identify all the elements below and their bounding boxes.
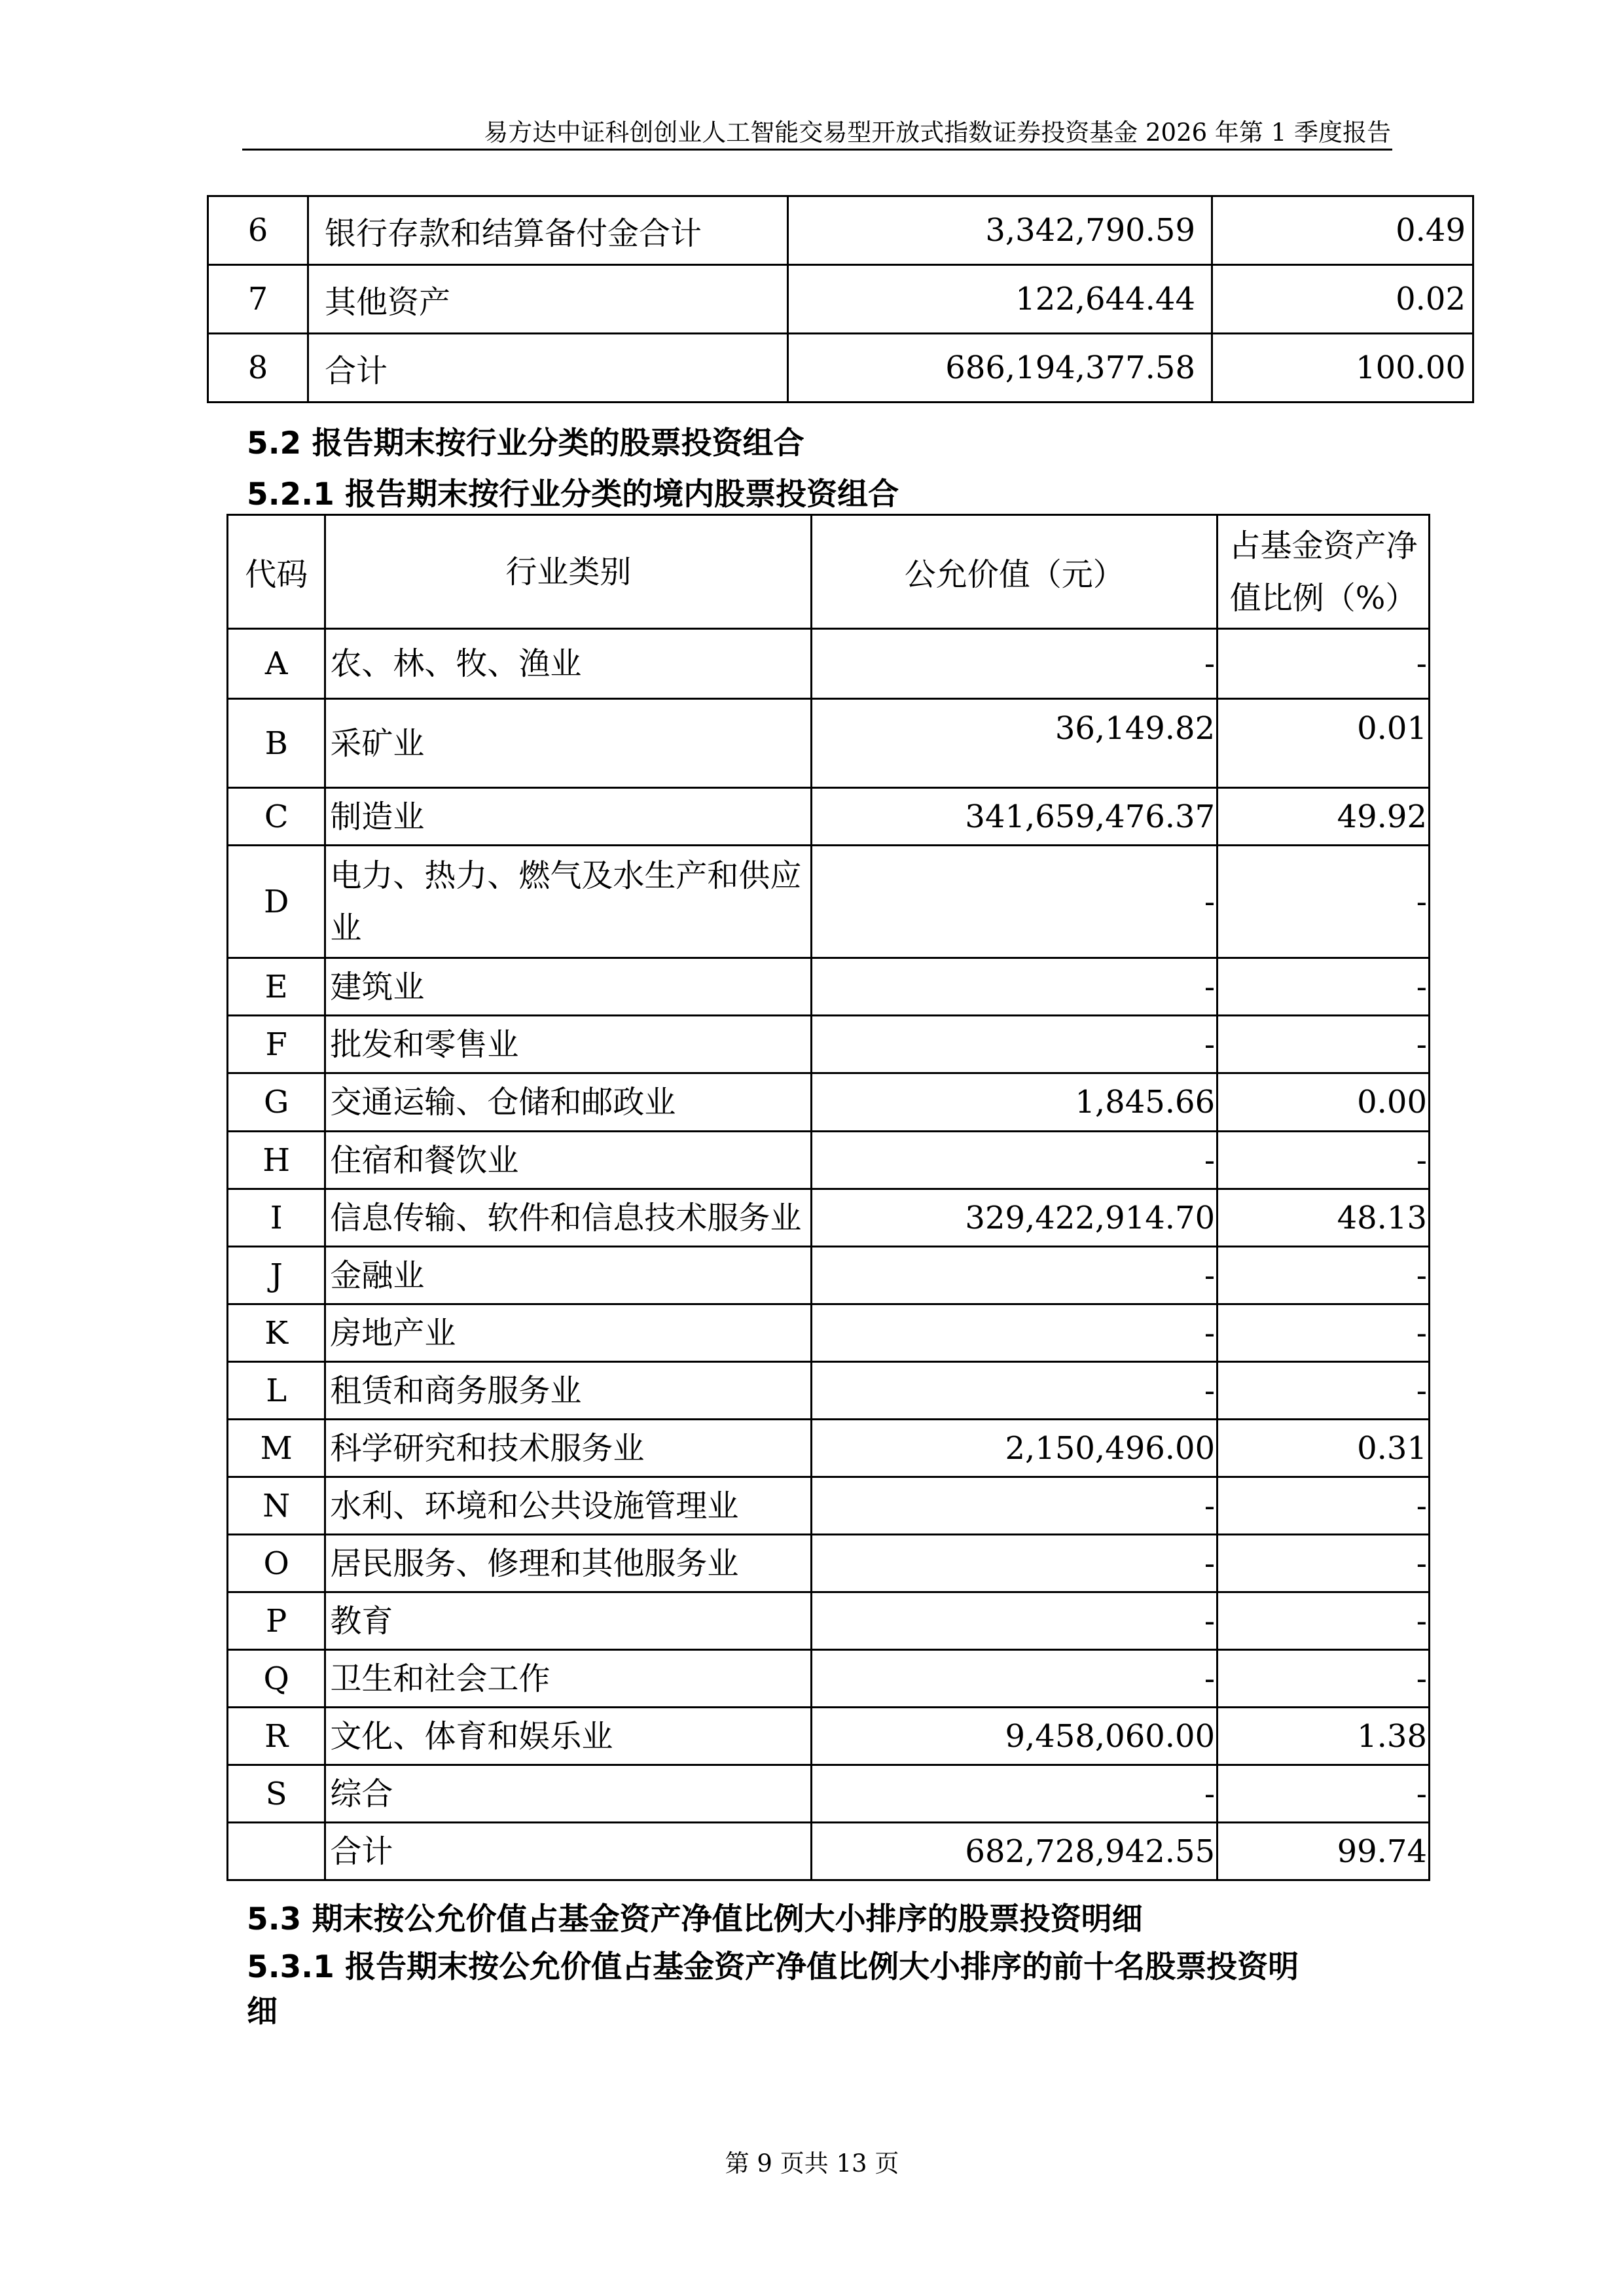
industry-code: F	[228, 1016, 325, 1073]
industry-fair-value: -	[812, 958, 1218, 1016]
industry-fair-value: -	[812, 1016, 1218, 1073]
asset-value: 122,644.44	[788, 265, 1212, 334]
industry-code: P	[228, 1592, 325, 1650]
industry-code: K	[228, 1304, 325, 1362]
industry-nav-pct: 49.92	[1218, 788, 1430, 846]
industry-nav-pct: 0.00	[1218, 1073, 1430, 1132]
industry-nav-pct: 0.01	[1218, 699, 1430, 788]
industry-fair-value: -	[812, 846, 1218, 958]
industry-nav-pct: -	[1218, 1132, 1430, 1189]
table-row	[208, 196, 1473, 265]
industry-fair-value: 329,422,914.70	[812, 1189, 1218, 1247]
industry-name: 建筑业	[325, 958, 812, 1016]
header-nav-pct-line2: 值比例（%）	[1229, 579, 1417, 617]
table-row	[228, 1132, 1430, 1189]
table-row	[228, 1362, 1430, 1420]
industry-nav-pct: -	[1218, 1304, 1430, 1362]
industry-name: 交通运输、仓储和邮政业	[325, 1073, 812, 1132]
header-fair-value: 公允价值（元）	[812, 515, 1218, 629]
table-row	[228, 1304, 1430, 1362]
industry-nav-pct: -	[1218, 958, 1430, 1016]
industry-name: 租赁和商务服务业	[325, 1362, 812, 1420]
industry-nav-pct: -	[1218, 629, 1430, 699]
industry-name: 综合	[325, 1765, 812, 1823]
industry-name: 金融业	[325, 1247, 812, 1304]
row-number: 7	[208, 265, 308, 334]
row-number: 8	[208, 334, 308, 403]
industry-nav-pct: -	[1218, 1016, 1430, 1073]
page-footer: 第 9 页共 13 页	[725, 2149, 899, 2178]
industry-code: H	[228, 1132, 325, 1189]
industry-nav-pct: -	[1218, 1535, 1430, 1592]
industry-name: 农、林、牧、渔业	[325, 629, 812, 699]
row-number: 6	[208, 196, 308, 265]
industry-code: I	[228, 1189, 325, 1247]
table-row	[228, 1420, 1430, 1477]
industry-name: 科学研究和技术服务业	[325, 1420, 812, 1477]
table-row	[228, 1823, 1430, 1880]
industry-fair-value: -	[812, 1247, 1218, 1304]
section-heading-5-2: 5.2 报告期末按行业分类的股票投资组合	[247, 425, 804, 461]
table-row	[208, 334, 1473, 403]
industry-nav-pct: -	[1218, 1650, 1430, 1708]
header-nav-pct	[1218, 515, 1430, 629]
asset-pct: 0.49	[1212, 196, 1473, 265]
industry-name: 房地产业	[325, 1304, 812, 1362]
section-heading-5-3: 5.3 期末按公允价值占基金资产净值比例大小排序的股票投资明细	[247, 1901, 1143, 1937]
industry-code: N	[228, 1477, 325, 1535]
asset-pct: 0.02	[1212, 265, 1473, 334]
table-row	[228, 958, 1430, 1016]
table-row	[228, 1650, 1430, 1708]
industry-nav-pct: -	[1218, 1247, 1430, 1304]
asset-name: 银行存款和结算备付金合计	[308, 196, 788, 265]
table-row	[228, 846, 1430, 958]
table-header-row	[228, 515, 1430, 629]
industry-name: 采矿业	[325, 699, 812, 788]
table-row	[228, 629, 1430, 699]
industry-nav-pct: -	[1218, 1592, 1430, 1650]
industry-code: L	[228, 1362, 325, 1420]
industry-fair-value: 341,659,476.37	[812, 788, 1218, 846]
industry-nav-pct: -	[1218, 1765, 1430, 1823]
industry-fair-value: 9,458,060.00	[812, 1708, 1218, 1765]
table-row	[228, 1073, 1430, 1132]
table-row	[228, 1477, 1430, 1535]
section-heading-5-3-1-line2: 细	[247, 1994, 278, 2030]
industry-code: E	[228, 958, 325, 1016]
industry-nav-pct: 1.38	[1218, 1708, 1430, 1765]
table-row	[228, 699, 1430, 788]
report-header-title: 易方达中证科创创业人工智能交易型开放式指数证券投资基金 2026 年第 1 季度报告	[484, 118, 1391, 147]
table-row	[228, 1016, 1430, 1073]
asset-value: 3,342,790.59	[788, 196, 1212, 265]
industry-code: D	[228, 846, 325, 958]
asset-value: 686,194,377.58	[788, 334, 1212, 403]
asset-pct: 100.00	[1212, 334, 1473, 403]
industry-code: S	[228, 1765, 325, 1823]
industry-portfolio-table	[226, 514, 1430, 1881]
industry-code: C	[228, 788, 325, 846]
industry-name: 居民服务、修理和其他服务业	[325, 1535, 812, 1592]
industry-fair-value: -	[812, 629, 1218, 699]
table-row	[228, 1708, 1430, 1765]
asset-name: 其他资产	[308, 265, 788, 334]
industry-name: 卫生和社会工作	[325, 1650, 812, 1708]
table-row	[208, 265, 1473, 334]
industry-fair-value: -	[812, 1765, 1218, 1823]
industry-code: J	[228, 1247, 325, 1304]
table-row	[228, 1592, 1430, 1650]
industry-name: 制造业	[325, 788, 812, 846]
industry-fair-value: -	[812, 1132, 1218, 1189]
industry-fair-value: 36,149.82	[812, 699, 1218, 788]
industry-fair-value: 2,150,496.00	[812, 1420, 1218, 1477]
industry-fair-value: 1,845.66	[812, 1073, 1218, 1132]
industry-fair-value: -	[812, 1650, 1218, 1708]
industry-code: M	[228, 1420, 325, 1477]
industry-nav-pct: 48.13	[1218, 1189, 1430, 1247]
asset-name: 合计	[308, 334, 788, 403]
industry-code: Q	[228, 1650, 325, 1708]
table-row	[228, 1189, 1430, 1247]
header-code: 代码	[228, 515, 325, 629]
table-row	[228, 1247, 1430, 1304]
industry-code: R	[228, 1708, 325, 1765]
industry-fair-value: -	[812, 1477, 1218, 1535]
industry-fair-value: -	[812, 1304, 1218, 1362]
section-heading-5-2-1: 5.2.1 报告期末按行业分类的境内股票投资组合	[247, 476, 899, 512]
header-rule	[242, 149, 1392, 151]
table-row	[228, 1765, 1430, 1823]
industry-code: G	[228, 1073, 325, 1132]
industry-name: 文化、体育和娱乐业	[325, 1708, 812, 1765]
industry-name: 批发和零售业	[325, 1016, 812, 1073]
industry-nav-pct: 0.31	[1218, 1420, 1430, 1477]
table-row	[228, 1535, 1430, 1592]
industry-name: 水利、环境和公共设施管理业	[325, 1477, 812, 1535]
asset-allocation-table	[207, 195, 1474, 403]
industry-code: A	[228, 629, 325, 699]
industry-nav-pct: -	[1218, 1477, 1430, 1535]
table-row	[228, 788, 1430, 846]
industry-nav-pct: -	[1218, 846, 1430, 958]
industry-fair-value: 682,728,942.55	[812, 1823, 1218, 1880]
industry-name: 合计	[325, 1823, 812, 1880]
industry-name: 信息传输、软件和信息技术服务业	[325, 1189, 812, 1247]
header-industry: 行业类别	[325, 515, 812, 629]
industry-code: O	[228, 1535, 325, 1592]
industry-name: 电力、热力、燃气及水生产和供应业	[325, 846, 812, 958]
industry-fair-value: -	[812, 1362, 1218, 1420]
industry-code: B	[228, 699, 325, 788]
industry-name: 教育	[325, 1592, 812, 1650]
section-heading-5-3-1-line1: 5.3.1 报告期末按公允价值占基金资产净值比例大小排序的前十名股票投资明	[247, 1949, 1299, 1985]
industry-fair-value: -	[812, 1535, 1218, 1592]
industry-name: 住宿和餐饮业	[325, 1132, 812, 1189]
industry-code	[228, 1823, 325, 1880]
industry-nav-pct: 99.74	[1218, 1823, 1430, 1880]
industry-nav-pct: -	[1218, 1362, 1430, 1420]
header-nav-pct-line1: 占基金资产净	[1229, 527, 1418, 564]
industry-fair-value: -	[812, 1592, 1218, 1650]
